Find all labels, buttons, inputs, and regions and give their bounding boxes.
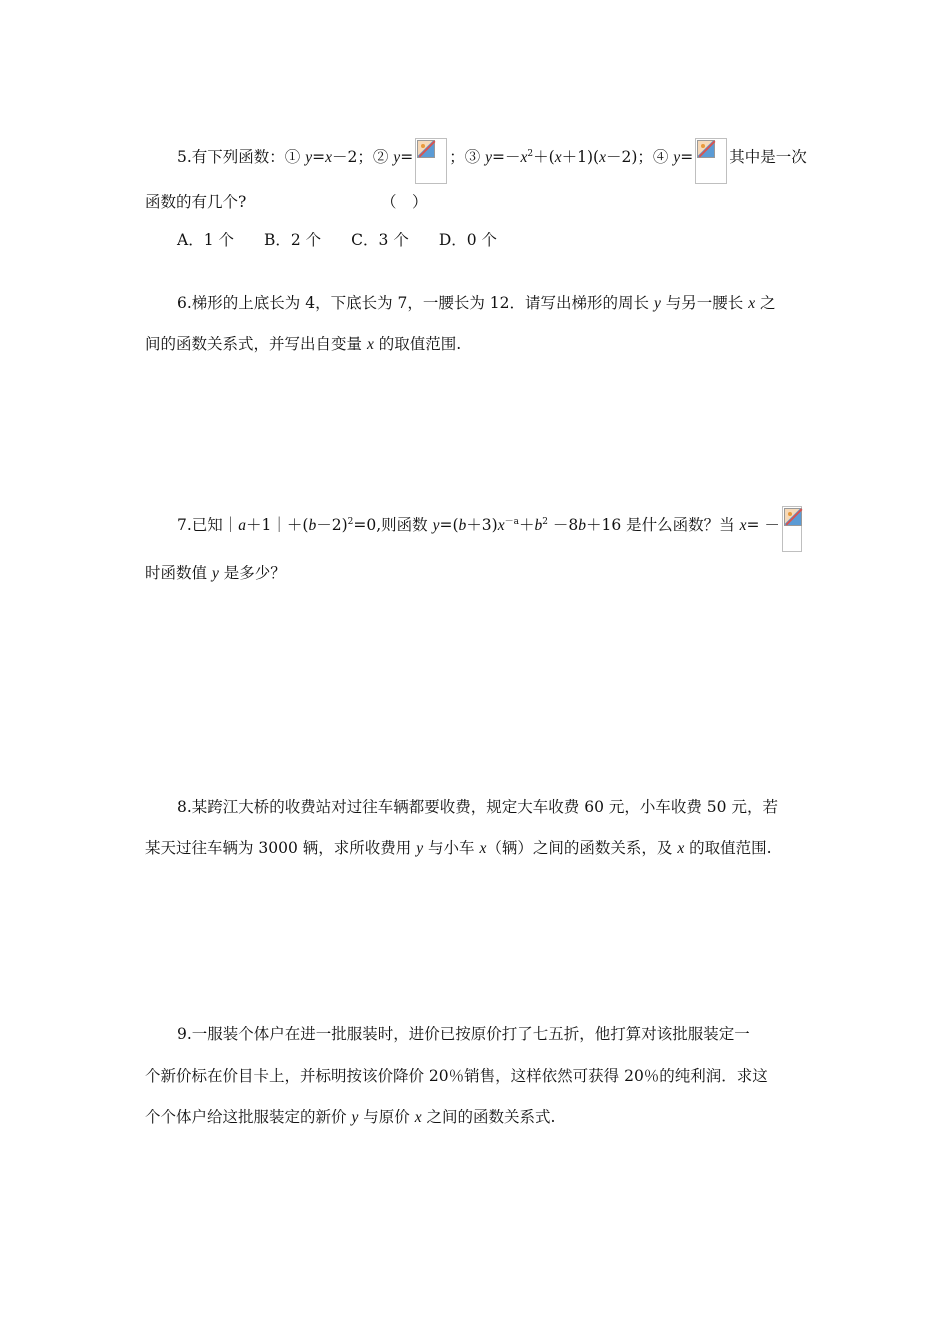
text: ＋( [533,148,555,166]
broken-image-icon [415,138,447,184]
text: 间的函数关系式，并写出自变量 [145,335,367,353]
var: b [308,517,317,534]
text: 某天过往车辆为 3000 辆，求所收费用 [145,839,417,857]
text: 之 [755,294,776,312]
q8-line-1 [177,796,810,818]
var: y [416,840,424,857]
superscript: －a [504,517,519,527]
text: 的取值范围. [373,335,462,353]
choice-c: C．3 个 [351,231,409,249]
text: 9.一服装个体户在进一批服装时，进价已按原价打了七五折，他打算对该批服装定一 [177,1025,750,1043]
var: y [351,1109,359,1126]
var: x [748,295,756,312]
text: 与小车 [423,839,480,857]
var: x [599,149,606,166]
text: －2) [316,516,348,534]
var: b [534,517,543,534]
text: 个个体户给这批服装定的新价 [145,1108,352,1126]
broken-image-icon [782,506,802,552]
text: = [680,148,694,166]
q6-line-1 [177,292,810,315]
text: = [312,148,326,166]
choice-d: D．0 个 [438,231,498,249]
broken-image-icon [695,138,727,184]
text: 5.有下列函数：① [177,148,306,166]
var: x [677,840,685,857]
var: b [458,517,467,534]
superscript: 2 [347,517,354,527]
var: x [414,1109,422,1126]
text: －2；② [332,148,394,166]
text: 7.已知｜ [177,516,239,534]
text: ＋16 是什么函数？当 [586,516,740,534]
text: =－ [492,148,521,166]
q8-line-2 [145,837,810,860]
text: 的取值范围. [684,839,772,857]
text: ＋ [518,516,535,534]
q9-line-3 [145,1106,810,1129]
superscript: 2 [527,149,534,159]
var: y [653,295,661,312]
text: （辆）之间的函数关系，及 [486,839,678,857]
var: x [520,149,528,166]
text: ＋1)( [561,148,600,166]
var: y [673,149,681,166]
var: b [578,517,586,534]
var: x [739,517,747,534]
var: y [305,149,313,166]
text: 是多少？ [218,564,286,582]
var: y [485,149,493,166]
text: ＋1｜＋( [246,516,309,534]
text: －8 [547,516,579,534]
text: ；③ [449,148,486,166]
q6-line-2 [145,333,810,356]
var: y [432,517,440,534]
answer-bracket: （ ） [381,193,428,211]
var: x [497,517,505,534]
var: x [366,336,374,353]
text: 函数的有几个? [145,193,247,211]
var: y [211,565,219,582]
text: 时函数值 [145,564,212,582]
text: = [400,148,414,166]
text: = － [746,516,780,534]
q9-line-2 [145,1065,810,1087]
text: =( [439,516,459,534]
q7-line-2 [145,562,810,585]
var: x [554,149,562,166]
var: a [238,517,247,534]
var: x [479,840,487,857]
q5-line-1 [177,138,810,184]
text: 8.某跨江大桥的收费站对过往车辆都要收费，规定大车收费 60 元，小车收费 50 元，若 [177,798,778,816]
text: 6.梯形的上底长为 4，下底长为 7，一腰长为 12．请写出梯形的周长 [177,294,654,312]
text: 个新价标在价目卡上，并标明按该价降价 20％销售，这样依然可获得 20％的纯利润．求这 [145,1067,768,1085]
text: 与原价 [358,1108,415,1126]
text: 其中是一次 [729,148,807,166]
superscript: 2 [542,517,548,527]
text: 之间的函数关系式. [421,1108,556,1126]
q5-line-2 [145,191,810,213]
choice-a: A．1 个 [177,231,234,249]
choice-b: B．2 个 [263,231,322,249]
text: －2)；④ [605,148,674,166]
text: =0,则函数 [353,516,433,534]
q7-line-1 [177,506,810,552]
q9-line-1 [177,1023,810,1045]
var: x [325,149,332,166]
var: y [393,149,401,166]
text: 与另一腰长 [660,294,749,312]
q5-choices [177,229,810,251]
text: ＋3) [466,516,498,534]
